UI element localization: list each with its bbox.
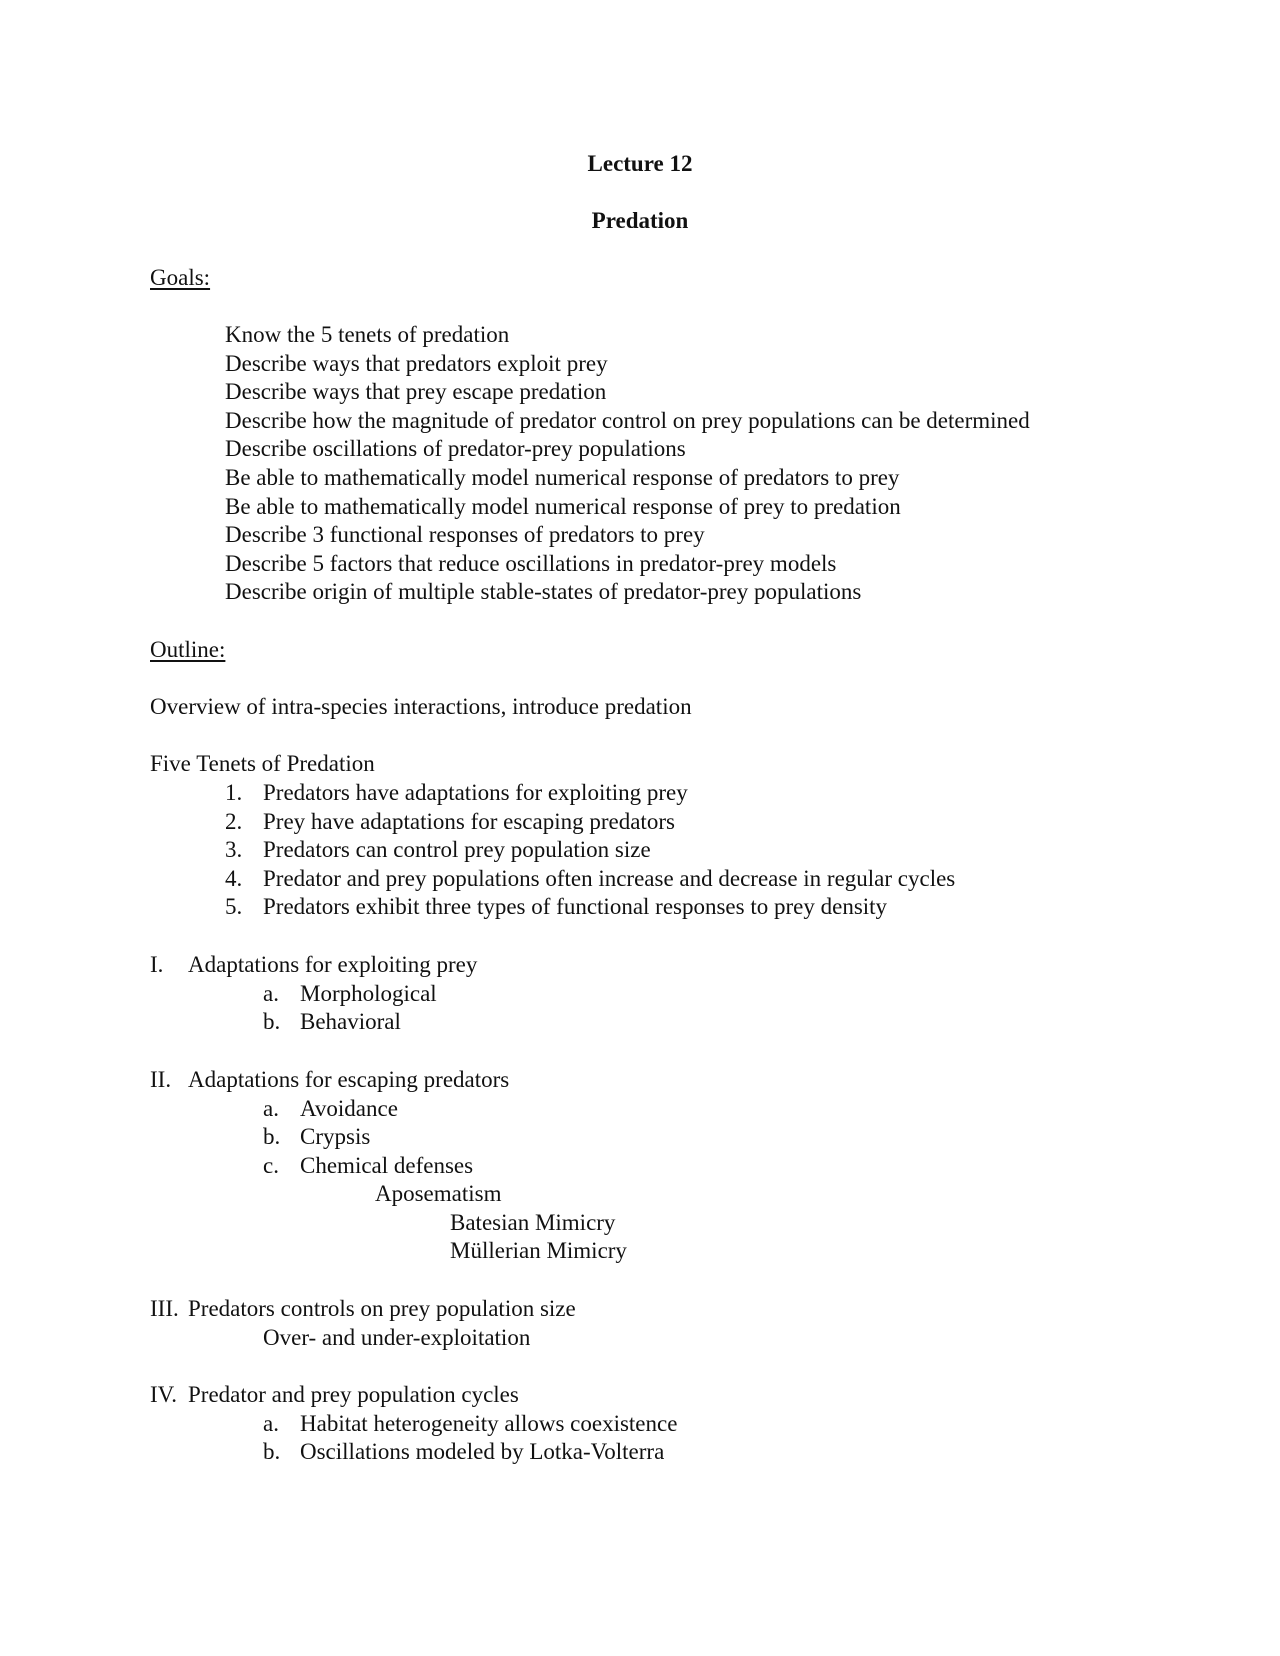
item-text: Morphological — [300, 981, 437, 1006]
section-title: Adaptations for exploiting prey — [188, 952, 478, 977]
item-text: Habitat heterogeneity allows coexistence — [300, 1411, 678, 1436]
tenet-text: Predators can control prey population size — [263, 837, 651, 862]
item-text: Behavioral — [300, 1009, 401, 1034]
tenet-number: 5. — [225, 894, 243, 919]
tenet-item — [225, 865, 955, 893]
item-letter: b. — [263, 1009, 281, 1034]
section-4-item — [263, 1410, 677, 1438]
section-number: III. — [150, 1296, 179, 1321]
goal-item: Describe origin of multiple stable-states of predator-prey populations — [225, 579, 862, 604]
item-letter: c. — [263, 1153, 279, 1178]
goals-heading: Goals: — [150, 265, 211, 290]
item-letter: a. — [263, 1411, 279, 1436]
section-2-item — [263, 1123, 370, 1151]
tenet-text: Predators exhibit three types of functional responses to prey density — [263, 894, 888, 919]
section-3-heading — [150, 1295, 576, 1323]
section-2-subsubitem: Batesian Mimicry — [450, 1210, 616, 1235]
tenet-item — [225, 893, 887, 921]
tenet-text: Predator and prey populations often increase and decrease in regular cycles — [263, 866, 956, 891]
item-letter: a. — [263, 981, 279, 1006]
tenet-number: 3. — [225, 837, 243, 862]
outline-overview: Overview of intra-species interactions, introduce predation — [150, 694, 692, 719]
section-4-item — [263, 1438, 664, 1466]
section-number: I. — [150, 952, 164, 977]
item-letter: a. — [263, 1096, 279, 1121]
tenets-heading: Five Tenets of Predation — [150, 751, 375, 776]
item-text: Crypsis — [300, 1124, 371, 1149]
tenet-text: Predators have adaptations for exploiting prey — [263, 780, 688, 805]
goal-item: Be able to mathematically model numerical response of predators to prey — [225, 465, 900, 490]
tenet-item — [225, 836, 651, 864]
goal-item: Describe ways that prey escape predation — [225, 379, 607, 404]
item-text: Chemical defenses — [300, 1153, 474, 1178]
tenet-number: 1. — [225, 780, 243, 805]
goal-item: Describe 5 factors that reduce oscillations in predator-prey models — [225, 551, 837, 576]
tenet-item — [225, 808, 675, 836]
section-2-subitem: Aposematism — [375, 1181, 502, 1206]
item-letter: b. — [263, 1439, 281, 1464]
outline-heading: Outline: — [150, 637, 226, 662]
section-title: Predator and prey population cycles — [188, 1382, 519, 1407]
section-1-heading — [150, 951, 477, 979]
section-title: Adaptations for escaping predators — [188, 1067, 510, 1092]
tenet-text: Prey have adaptations for escaping predators — [263, 809, 675, 834]
document-title: Lecture 12 — [587, 151, 693, 176]
document-subtitle: Predation — [591, 208, 689, 233]
section-title: Predators controls on prey population size — [188, 1296, 576, 1321]
section-1-item — [263, 1008, 401, 1036]
goal-item: Describe oscillations of predator-prey populations — [225, 436, 686, 461]
tenet-number: 4. — [225, 866, 243, 891]
goal-item: Be able to mathematically model numerical response of prey to predation — [225, 494, 901, 519]
goal-item: Describe ways that predators exploit prey — [225, 351, 608, 376]
goal-item: Know the 5 tenets of predation — [225, 322, 510, 347]
section-1-item — [263, 980, 437, 1008]
item-letter: b. — [263, 1124, 281, 1149]
item-text: Avoidance — [300, 1096, 398, 1121]
tenet-number: 2. — [225, 809, 243, 834]
section-4-heading — [150, 1381, 519, 1409]
tenet-item — [225, 779, 688, 807]
section-2-item — [263, 1152, 473, 1180]
section-3-note: Over- and under-exploitation — [263, 1325, 531, 1350]
section-2-subsubitem: Müllerian Mimicry — [450, 1238, 627, 1263]
item-text: Oscillations modeled by Lotka-Volterra — [300, 1439, 665, 1464]
goal-item: Describe 3 functional responses of predators to prey — [225, 522, 705, 547]
section-2-heading — [150, 1066, 509, 1094]
section-number: II. — [150, 1067, 172, 1092]
goal-item: Describe how the magnitude of predator control on prey populations can be determined — [225, 408, 1030, 433]
section-2-item — [263, 1095, 398, 1123]
section-number: IV. — [150, 1382, 178, 1407]
